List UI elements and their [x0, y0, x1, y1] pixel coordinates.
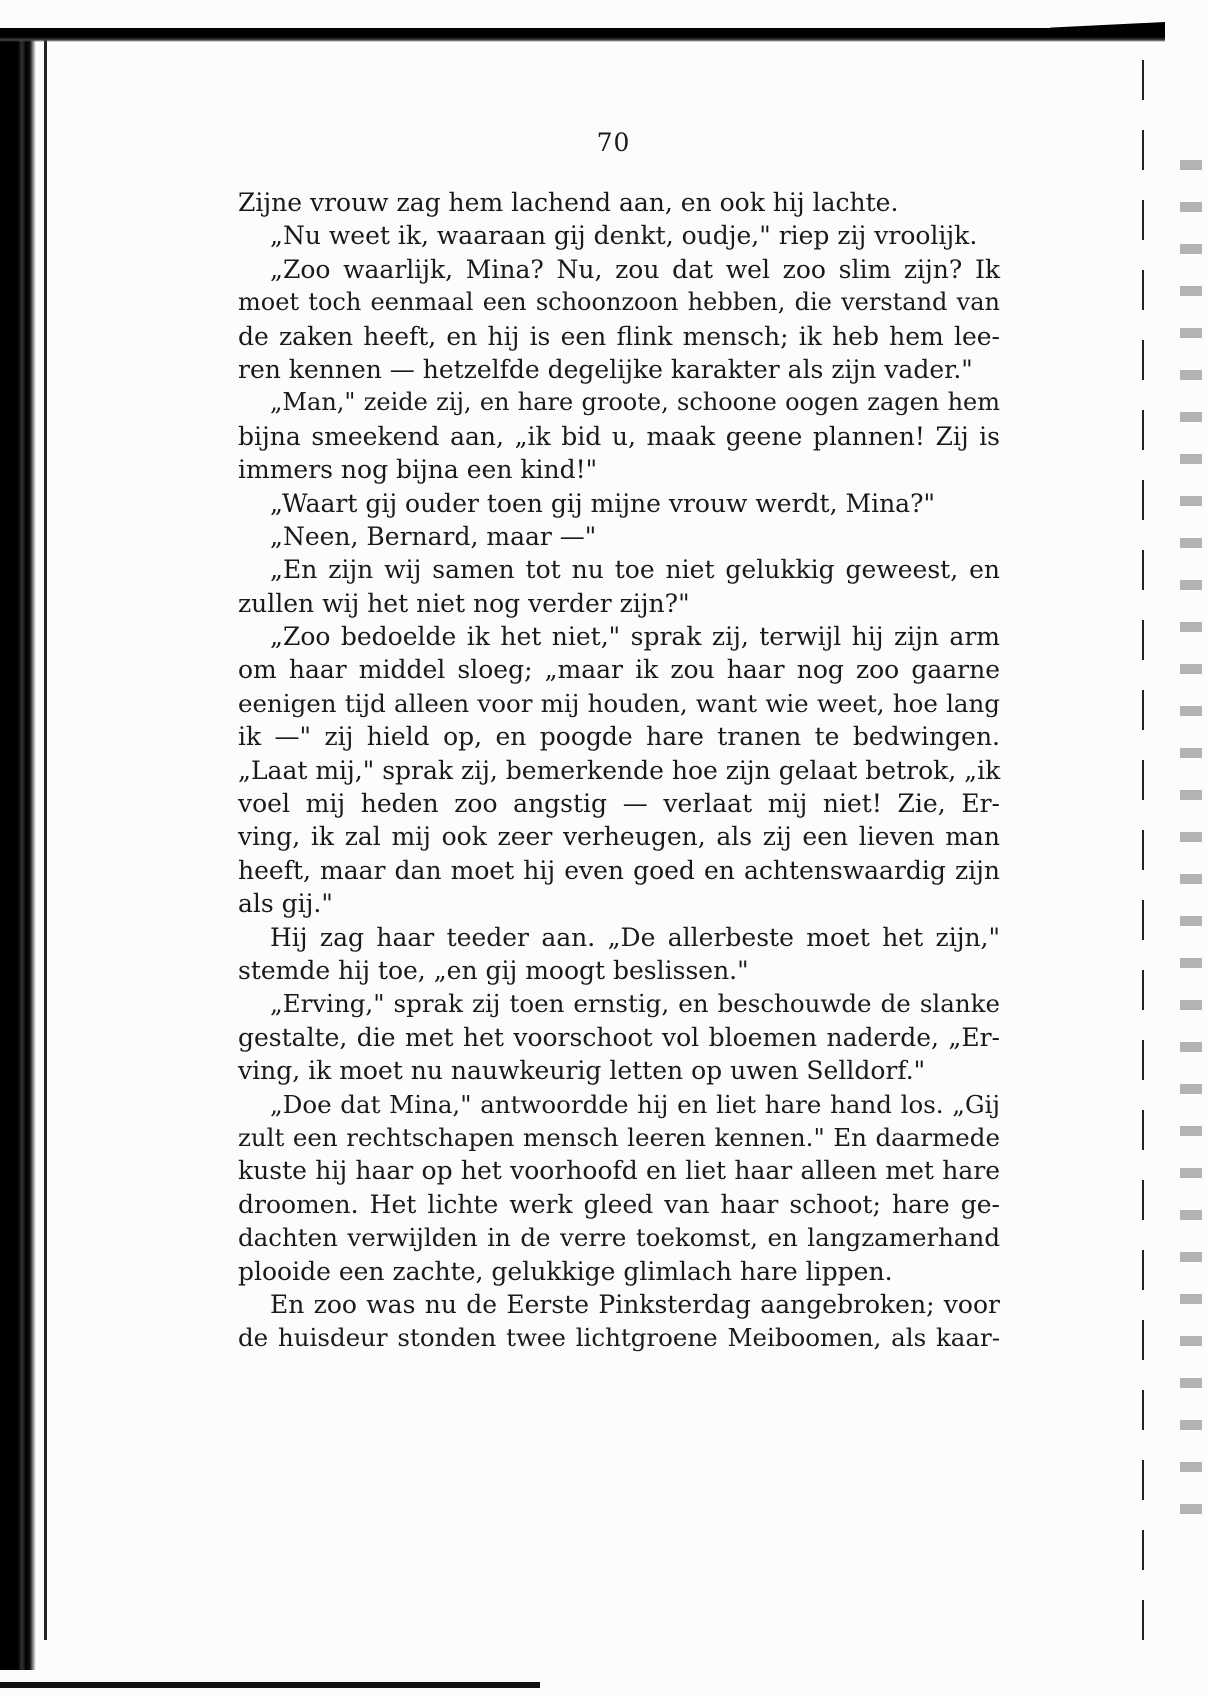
page-edge-right — [1142, 60, 1144, 1670]
text-line: eenigen tijd alleen voor mij houden, want wie weet, hoe lang — [238, 688, 1000, 718]
text-line: zullen wij het niet nog verder zijn?" — [238, 588, 690, 618]
text-line: dachten verwijlden in de verre toekomst, en langzamerhand — [238, 1223, 1000, 1253]
text-line: om haar middel sloeg; „maar ik zou haar nog zoo gaarne — [238, 655, 1000, 685]
text-line: „Laat mij," sprak zij, bemerkende hoe zijn gelaat betrok, „ik — [238, 755, 1001, 785]
text-line: „En zijn wij samen tot nu toe niet gelukkig geweest, en — [270, 555, 1000, 585]
text-line: Zijne vrouw zag hem lachend aan, en ook hij lachte. — [238, 188, 899, 217]
text-line: „Neen, Bernard, maar —" — [270, 521, 597, 551]
text-line: „Waart gij ouder toen gij mijne vrouw werdt, Mina?" — [270, 488, 935, 518]
text-line: Hij zag haar teeder aan. „De allerbeste moet het zijn," — [270, 922, 1000, 952]
text-line: „Erving," sprak zij toen ernstig, en beschouwde de slanke — [270, 989, 1000, 1019]
binding-shadow-left — [0, 30, 38, 1670]
text-line: ik —" zij hield op, en poogde hare tranen te bedwingen. — [238, 722, 1000, 752]
text-line: als gij." — [238, 889, 333, 919]
scan-edge-top-tail — [1050, 22, 1165, 36]
binding-line-left — [44, 40, 47, 1640]
text-line: zult een rechtschapen mensch leeren kennen." En daarmede — [238, 1122, 1000, 1152]
text-line: ren kennen — hetzelfde degelijke karakter als zijn vader." — [238, 354, 973, 384]
facing-page-bleed — [1180, 160, 1202, 1520]
text-line: immers nog bijna een kind!" — [238, 455, 598, 485]
text-line: „Doe dat Mina," antwoordde hij en liet hare hand los. „Gij — [270, 1089, 1000, 1119]
text-line: „Zoo waarlijk, Mina? Nu, zou dat wel zoo slim zijn? Ik — [270, 254, 1000, 284]
text-line: „Man," zeide zij, en hare groote, schoone oogen zagen hem — [270, 388, 1000, 417]
text-line: de zaken heeft, en hij is een flink mensch; ik heb hem lee- — [238, 321, 1000, 351]
text-line: heeft, maar dan moet hij even goed en achtenswaardig zijn — [238, 855, 1000, 885]
page-number: 70 — [596, 128, 631, 157]
text-line: voel mij heden zoo angstig — verlaat mij niet! Zie, Er- — [238, 789, 1000, 819]
text-line: kuste hij haar op het voorhoofd en liet haar alleen met hare — [238, 1156, 1000, 1186]
text-line: gestalte, die met het voorschoot vol bloemen naderde, „Er- — [238, 1022, 1000, 1052]
scan-edge-bottom — [0, 1682, 540, 1688]
text-line: En zoo was nu de Eerste Pinksterdag aangebroken; voor — [270, 1289, 1000, 1319]
text-line: stemde hij toe, „en gij moogt beslissen." — [238, 955, 749, 985]
scan-edge-top — [0, 28, 1165, 42]
text-line: moet toch eenmaal een schoonzoon hebben, die verstand van — [238, 288, 1000, 317]
text-line: bijna smeekend aan, „ik bid u, maak geene plannen! Zij is — [238, 421, 1000, 451]
text-line: ving, ik moet nu nauwkeurig letten op uwen Selldorf." — [238, 1056, 926, 1086]
text-line: ving, ik zal mij ook zeer verheugen, als zij een lieven man — [238, 822, 1000, 852]
text-line: „Nu weet ik, waaraan gij denkt, oudje," riep zij vroolijk. — [270, 221, 978, 251]
text-line: de huisdeur stonden twee lichtgroene Meiboomen, als kaar- — [238, 1323, 1000, 1353]
text-line: „Zoo bedoelde ik het niet," sprak zij, terwijl hij zijn arm — [270, 622, 1000, 652]
text-line: droomen. Het lichte werk gleed van haar schoot; hare ge- — [238, 1189, 1000, 1219]
body-text — [238, 186, 1000, 1355]
text-line: plooide een zachte, gelukkige glimlach hare lippen. — [238, 1256, 893, 1286]
